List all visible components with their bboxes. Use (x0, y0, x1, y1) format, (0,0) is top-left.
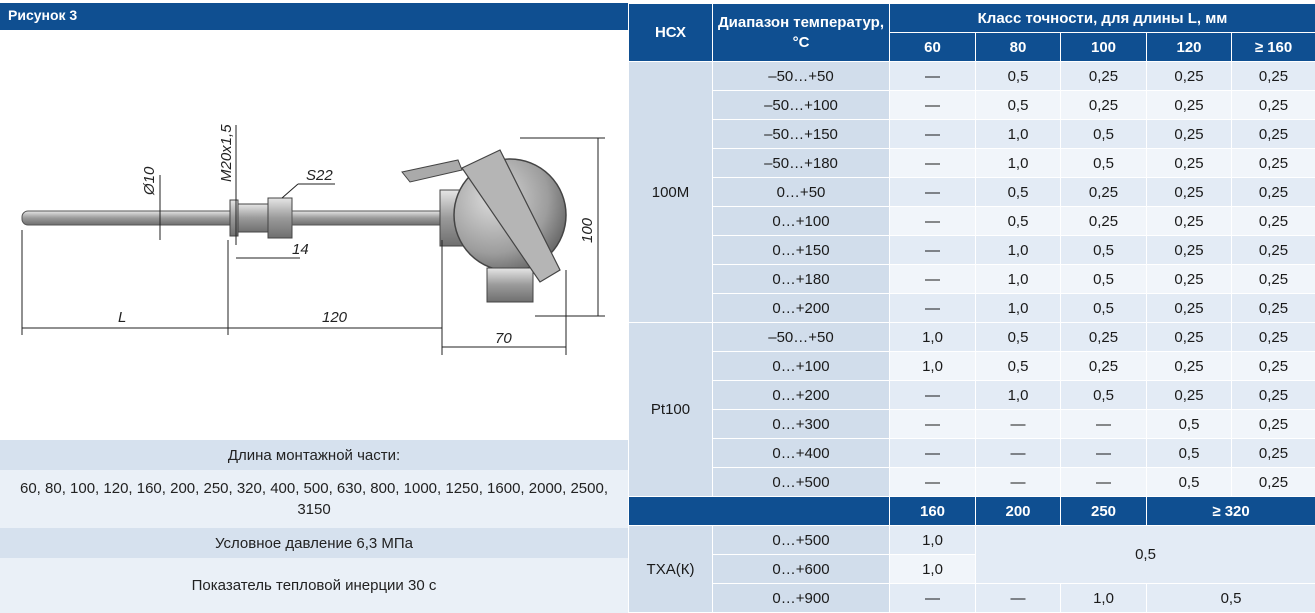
class-value-cell: — (890, 265, 976, 294)
left-panel (0, 0, 628, 613)
class-value-cell: — (890, 468, 976, 497)
dim-m20: M20x1,5 (218, 124, 235, 182)
range-cell: –50…+150 (713, 120, 890, 149)
class-value-cell: — (1061, 410, 1147, 439)
class-value-cell: — (976, 410, 1061, 439)
table-row (629, 265, 1315, 294)
range-cell: –50…+50 (713, 62, 890, 91)
range-cell: 0…+200 (713, 381, 890, 410)
range-cell: 0…+150 (713, 236, 890, 265)
class-value-cell: 0,25 (1232, 468, 1315, 497)
class-value-cell: 0,5 (1061, 149, 1147, 178)
header-class: Класс точности, для длины L, мм (890, 4, 1315, 33)
class-value-cell: 0,5 (1061, 265, 1147, 294)
class-value-cell: 0,25 (1147, 91, 1232, 120)
class-value-cell: — (976, 468, 1061, 497)
class-value-cell: 0,25 (1147, 62, 1232, 91)
dim-120: 120 (322, 309, 348, 326)
class-value-cell: 0,25 (1232, 149, 1315, 178)
length-col: 100 (1061, 33, 1147, 62)
class-value-cell: 0,5 (1147, 410, 1232, 439)
class-value-cell: 0,5 (976, 178, 1061, 207)
range-cell: 0…+50 (713, 178, 890, 207)
class-value-cell: 0,5 (976, 352, 1061, 381)
header-nsx: НСХ (629, 4, 713, 62)
table-row (629, 439, 1315, 468)
class-value-cell: 1,0 (890, 323, 976, 352)
class-value-cell: 0,5 (1061, 294, 1147, 323)
class-value-cell: 0,25 (1061, 178, 1147, 207)
lid-handle (402, 160, 462, 182)
lengths2-header-row (629, 497, 1315, 526)
table-row (629, 91, 1315, 120)
class-value-cell: 0,5 (976, 62, 1061, 91)
class-value-cell: 0,25 (1147, 323, 1232, 352)
class-value-cell: 0,25 (1147, 236, 1232, 265)
class-value-cell: 0,25 (1147, 149, 1232, 178)
table-row (629, 410, 1315, 439)
class-value-cell: 0,25 (1061, 91, 1147, 120)
drawing-svg (0, 30, 628, 440)
class-value-cell: 0,25 (1232, 439, 1315, 468)
class-value-cell: 0,25 (1232, 410, 1315, 439)
table-row (629, 468, 1315, 497)
accuracy-table (628, 3, 1315, 613)
head-tube (292, 211, 442, 225)
class-value-cell: 0,5 (976, 526, 1315, 584)
probe-rod (22, 211, 242, 225)
dim-L: L (118, 309, 127, 326)
class-value-cell: 0,25 (1232, 294, 1315, 323)
class-value-cell: 0,5 (976, 207, 1061, 236)
class-value-cell: — (890, 62, 976, 91)
table-row (629, 526, 1315, 555)
class-value-cell: 1,0 (890, 526, 976, 555)
range-cell: –50…+100 (713, 91, 890, 120)
class-value-cell: 0,25 (1147, 381, 1232, 410)
header-range: Диапазон температур, °С (713, 4, 890, 62)
class-value-cell: 1,0 (890, 555, 976, 584)
class-value-cell: — (890, 410, 976, 439)
table-row (629, 207, 1315, 236)
class-value-cell: 0,25 (1147, 265, 1232, 294)
class-value-cell: 0,25 (1232, 236, 1315, 265)
table-row (629, 381, 1315, 410)
range-cell: 0…+500 (713, 468, 890, 497)
range-cell: 0…+900 (713, 584, 890, 613)
nsx-cell: 100М (629, 62, 713, 323)
fitting-nut (268, 198, 292, 238)
class-value-cell: 1,0 (976, 149, 1061, 178)
class-value-cell: 0,25 (1232, 91, 1315, 120)
length-col: ≥ 160 (1232, 33, 1315, 62)
dim-100: 100 (579, 217, 596, 243)
class-value-cell: 0,25 (1147, 207, 1232, 236)
class-value-cell: — (890, 91, 976, 120)
class-value-cell: 0,25 (1232, 352, 1315, 381)
figure-title: Рисунок 3 (0, 3, 628, 30)
dim-d10: Ø10 (141, 166, 158, 195)
inertia-text: Показатель тепловой инерции 30 с (0, 558, 628, 613)
range-cell: 0…+100 (713, 207, 890, 236)
class-value-cell: 0,25 (1232, 207, 1315, 236)
class-value-cell: 0,25 (1232, 178, 1315, 207)
class-value-cell: — (890, 178, 976, 207)
class-value-cell: 0,5 (1147, 468, 1232, 497)
class-value-cell: — (890, 294, 976, 323)
class-value-cell: 0,5 (1147, 439, 1232, 468)
class-value-cell: — (890, 439, 976, 468)
class-value-cell: 1,0 (976, 294, 1061, 323)
class-value-cell: 0,25 (1061, 323, 1147, 352)
thermometer-drawing (0, 30, 628, 440)
dim-s22: S22 (306, 167, 333, 184)
length2-col: 200 (976, 497, 1061, 526)
dim-70: 70 (495, 330, 512, 347)
range-cell: 0…+300 (713, 410, 890, 439)
class-value-cell: — (890, 149, 976, 178)
mount-length-values: 60, 80, 100, 120, 160, 200, 250, 320, 400, 500, 630, 800, 1000, 1250, 1600, 2000, 2500, 3150 (0, 470, 628, 528)
class-value-cell: 0,25 (1232, 323, 1315, 352)
table-body (629, 62, 1315, 613)
class-value-cell: — (890, 584, 976, 613)
class-value-cell: 1,0 (890, 352, 976, 381)
range-cell: –50…+50 (713, 323, 890, 352)
class-value-cell: — (1061, 468, 1147, 497)
class-value-cell: 1,0 (1061, 584, 1147, 613)
fitting-flange (230, 200, 238, 236)
class-value-cell: 0,5 (1061, 236, 1147, 265)
range-cell: 0…+100 (713, 352, 890, 381)
class-value-cell: 0,25 (1061, 352, 1147, 381)
range-cell: –50…+180 (713, 149, 890, 178)
class-value-cell: — (890, 207, 976, 236)
length2-col: ≥ 320 (1147, 497, 1315, 526)
pressure-text: Условное давление 6,3 МПа (0, 528, 628, 558)
class-value-cell: 0,25 (1061, 207, 1147, 236)
class-value-cell: 0,25 (1147, 178, 1232, 207)
class-value-cell: 0,5 (1147, 584, 1315, 613)
class-value-cell: 0,25 (1232, 265, 1315, 294)
class-value-cell: 1,0 (976, 381, 1061, 410)
range-cell: 0…+500 (713, 526, 890, 555)
class-value-cell: 0,25 (1232, 120, 1315, 149)
class-value-cell: 0,25 (1061, 62, 1147, 91)
class-value-cell: 0,5 (1061, 120, 1147, 149)
class-value-cell: 0,5 (976, 323, 1061, 352)
class-value-cell: 0,25 (1147, 352, 1232, 381)
fitting-thread (238, 204, 268, 232)
length-col: 60 (890, 33, 976, 62)
class-value-cell: 0,25 (1147, 294, 1232, 323)
class-value-cell: 1,0 (976, 120, 1061, 149)
class-value-cell: 0,25 (1147, 120, 1232, 149)
class-value-cell: 1,0 (976, 236, 1061, 265)
table-row (629, 323, 1315, 352)
class-value-cell: 0,5 (1061, 381, 1147, 410)
length-col: 120 (1147, 33, 1232, 62)
table-row (629, 294, 1315, 323)
nsx-cell: ТХА(К) (629, 526, 713, 613)
class-value-cell: — (976, 584, 1061, 613)
table-row (629, 62, 1315, 91)
table-row (629, 352, 1315, 381)
class-value-cell: 0,25 (1232, 62, 1315, 91)
class-value-cell: — (890, 236, 976, 265)
table-row (629, 236, 1315, 265)
class-value-cell: — (890, 120, 976, 149)
range-cell: 0…+600 (713, 555, 890, 584)
length2-col: 160 (890, 497, 976, 526)
class-value-cell: — (1061, 439, 1147, 468)
class-value-cell: 0,5 (976, 91, 1061, 120)
cable-gland (487, 268, 533, 302)
table-row (629, 178, 1315, 207)
table-row (629, 584, 1315, 613)
class-value-cell: — (976, 439, 1061, 468)
mount-length-label: Длина монтажной части: (0, 440, 628, 470)
class-value-cell: — (890, 381, 976, 410)
nsx-cell: Pt100 (629, 323, 713, 497)
class-value-cell: 0,25 (1232, 381, 1315, 410)
length2-col: 250 (1061, 497, 1147, 526)
accuracy-table-panel (628, 3, 1315, 613)
range-cell: 0…+400 (713, 439, 890, 468)
dim-14: 14 (292, 241, 309, 258)
table-row (629, 149, 1315, 178)
blank-header (629, 497, 890, 526)
class-value-cell: 1,0 (976, 265, 1061, 294)
range-cell: 0…+200 (713, 294, 890, 323)
range-cell: 0…+180 (713, 265, 890, 294)
length-col: 80 (976, 33, 1061, 62)
table-row (629, 120, 1315, 149)
